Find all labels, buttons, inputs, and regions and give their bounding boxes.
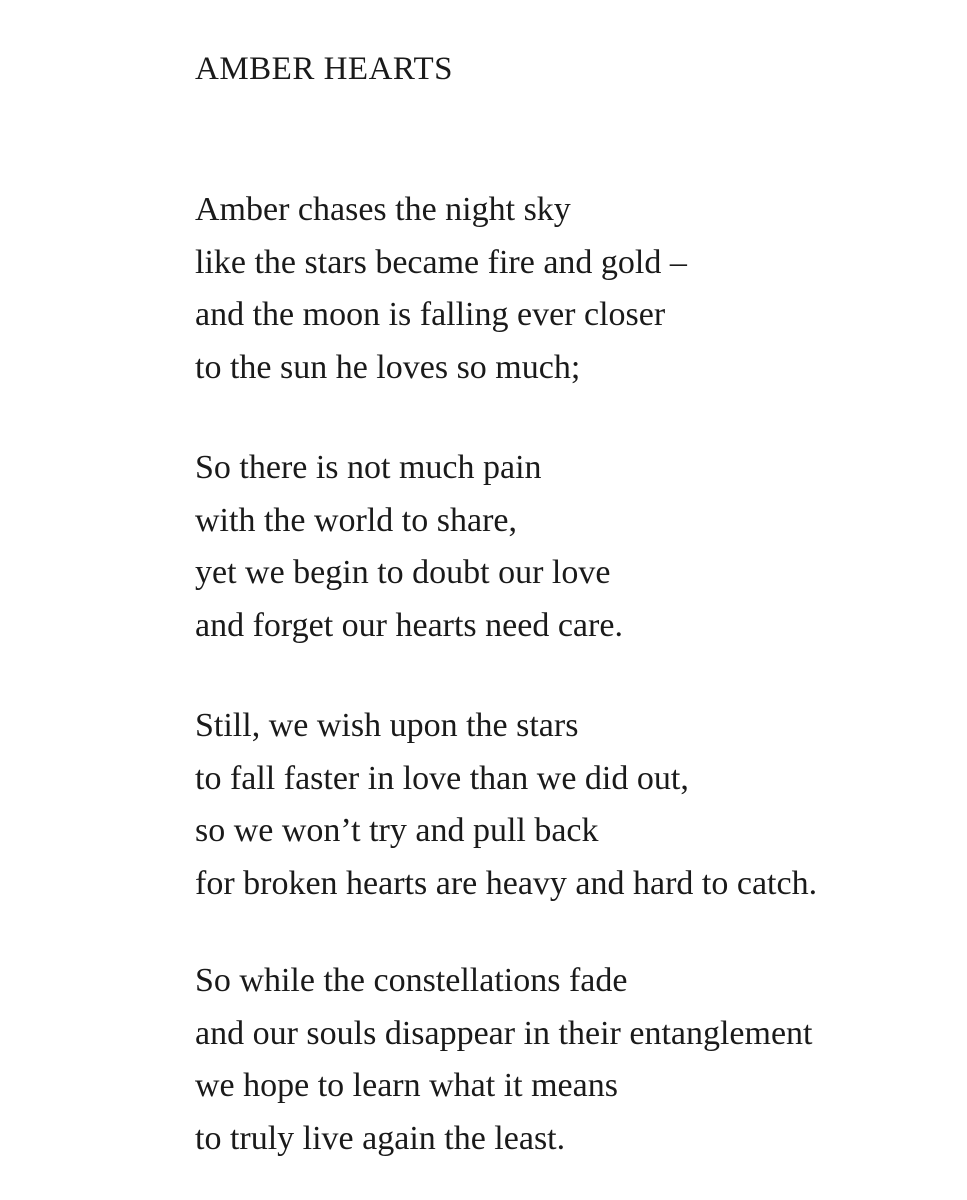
stanza-3	[195, 700, 817, 911]
poem-line: and the moon is falling ever closer	[195, 296, 666, 334]
poem-line: and our souls disappear in their entanglement	[195, 1014, 813, 1052]
poem-line: So while the constellations fade	[195, 962, 628, 999]
poem-line: yet we begin to doubt our love	[195, 554, 611, 592]
poem-line: to the sun he loves so much;	[195, 349, 581, 387]
poem-line: we hope to learn what it means	[195, 1067, 618, 1105]
poem-title: AMBER HEARTS	[195, 51, 453, 87]
poem-line: Still, we wish upon the stars	[195, 707, 579, 744]
poem-line: to truly live again the least.	[195, 1120, 566, 1158]
poem-line: for broken hearts are heavy and hard to catch.	[195, 865, 818, 903]
stanza-2	[195, 442, 623, 653]
poem-line: like the stars became fire and gold –	[195, 243, 687, 281]
poem-line: Amber chases the night sky	[195, 191, 571, 228]
stanza-4	[195, 955, 813, 1166]
poem-line: with the world to share,	[195, 501, 517, 539]
poem-line: to fall faster in love than we did out,	[195, 759, 689, 797]
poem-line: So there is not much pain	[195, 449, 542, 486]
poem-line: and forget our hearts need care.	[195, 607, 623, 645]
stanza-1	[195, 184, 687, 395]
poem-line: so we won’t try and pull back	[195, 812, 599, 850]
